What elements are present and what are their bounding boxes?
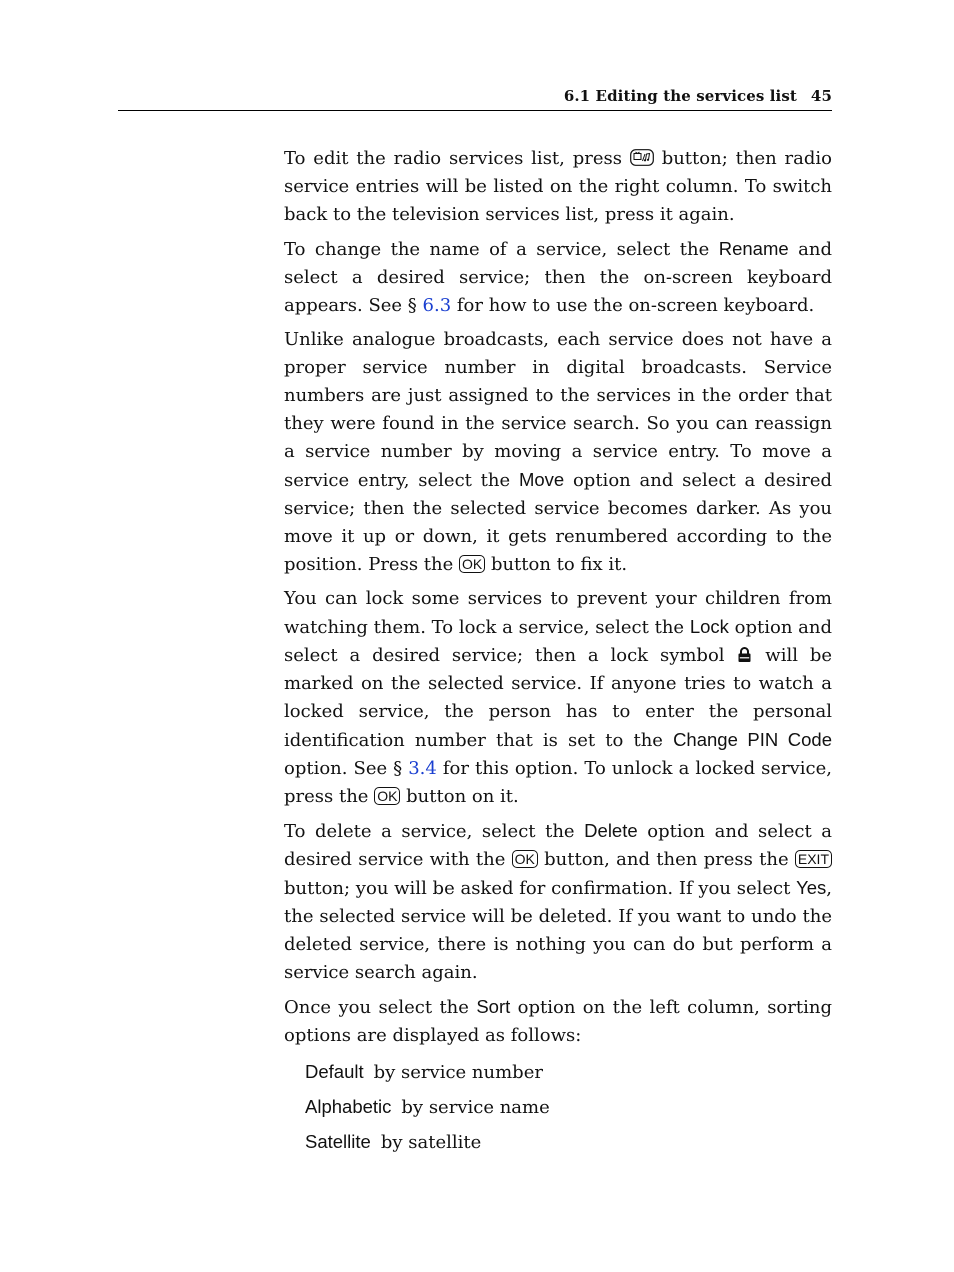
option-move: Move [518,469,565,490]
lock-icon [736,646,753,663]
section-link-3-4[interactable]: 3.4 [408,758,437,779]
exit-button-label: EXIT [795,850,832,868]
sort-option-label: Satellite [305,1131,371,1152]
sort-options-list [305,1058,550,1163]
option-yes: Yes [796,877,827,898]
sort-option-desc: by service number [373,1062,543,1083]
option-delete: Delete [584,820,638,841]
ok-button-label: OK [459,555,485,573]
option-sort: Sort [476,996,511,1017]
sort-option-desc: by service name [401,1097,550,1118]
body-text [284,145,832,1056]
running-header [118,87,832,111]
section-link-6-3[interactable]: 6.3 [422,295,452,316]
page-number: 45 [810,87,832,105]
ok-button-label: OK [512,850,538,868]
paragraph-move: Unlike analogue broadcasts, each service does not have a proper service number in digital broadcasts. Service numbers are just assigned to the services in the order that they were found in the service search. So you can reassign a service number by moving a service entry. To move a service entry, select the Move option and select a desired service; then the selected service becomes darker. As you move it up or down, it gets renumbered according to the position. Press the OK button to fix it. [284,329,832,575]
paragraph-radio-list: To edit the radio services list, press button; then radio service entries will be listed on the right column. To switch back to the television services list, press it again. [284,148,832,225]
paragraph-lock: You can lock some services to prevent your children from watching them. To lock a service, select the Lock option and select a desired service; then a lock symbol will be marked on the selected service. If anyone tries to watch a locked service, the person has to enter the personal identification number that is set to the Change PIN Code option. See § 3.4 for this option. To unlock a locked service, press the OK button on it. [284,588,833,807]
ok-button-label: OK [374,787,400,805]
sort-option-label: Alphabetic [305,1096,392,1117]
sort-option-desc: by satellite [380,1132,482,1153]
paragraph-sort: Once you select the Sort option on the left column, sorting options are displayed as follows: [284,996,832,1046]
section-title: 6.1 Editing the services list [563,87,797,105]
option-change-pin-code: Change PIN Code [673,729,833,750]
option-rename: Rename [718,238,789,259]
sort-option-label: Default [305,1061,364,1082]
tv-radio-icon [630,149,654,166]
paragraph-rename: To change the name of a service, select the Rename and select a desired service; then the on-screen keyboard appears. See § 6.3 for how to use the on-screen keyboard. [284,238,832,316]
paragraph-delete: To delete a service, select the Delete option and select a desired service with the OK button, and then press the EXIT button; you will be asked for confirmation. If you select Yes, the selected service will be deleted. If you want to undo the deleted service, there is nothing you can do but perform a service search again. [284,820,832,983]
option-lock: Lock [689,616,729,637]
list-item [305,1128,550,1163]
list-item [305,1093,550,1128]
list-item [305,1058,550,1093]
